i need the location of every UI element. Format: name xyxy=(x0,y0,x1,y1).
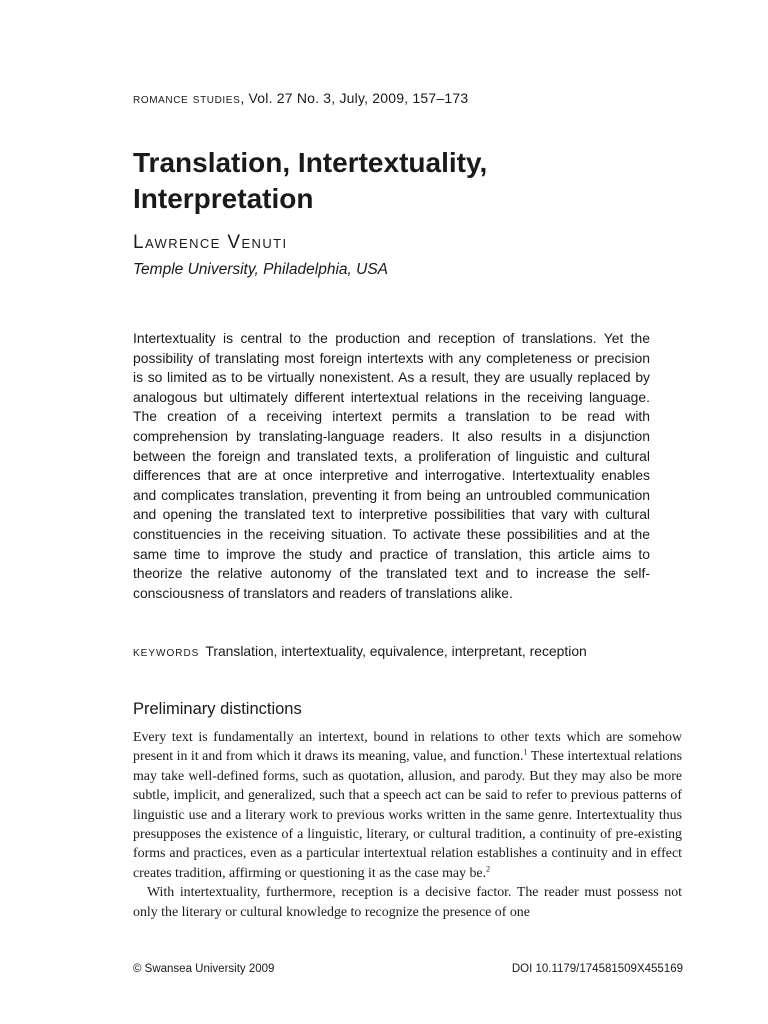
article-title: Translation, Intertextuality, Interpretation xyxy=(133,147,488,214)
abstract: Intertextuality is central to the production and reception of translations. Yet the possibility of translating most foreign intertexts with any completeness or precision is so limited as to be virtually nonexistent. As a result, they are usually replaced by analogous but ultimately different intertextual relations in the receiving language. The creation of a receiving intertext permits a translation to be read with comprehension by translating-language readers. It also results in a disjunction between the foreign and translated texts, a proliferation of linguistic and cultural differences that are at once interpretive and interrogative. Intertextuality enables and complicates translation, preventing it from being an untroubled communication and opening the translated text to interpretive possibilities that vary with cultural constituencies in the receiving situation. To activate these possibilities and at the same time to improve the study and practice of translation, this article aims to theorize the relative autonomy of the translated text and to increase the self-consciousness of translators and readers of translations alike. xyxy=(133,330,650,601)
paragraph-text: These intertextual relations may take well-defined forms, such as quotation, allusion, and parody. But they may also be more subtle, implicit, and generalized, such that a speech act can be said to refer to previous patterns of linguistic use and a literary work to previous works written in the same genre. Intertextuality thus presupposes the existence of a linguistic, literary, or cultural tradition, a continuity of pre-existing forms and practices, even as a particular intertextual relation establishes a continuity and in effect creates tradition, affirming or questioning it as the case may be. xyxy=(133,749,682,881)
author-affiliation: Temple University, Philadelphia, USA xyxy=(133,261,389,278)
section-heading: Preliminary distinctions xyxy=(133,700,302,718)
keywords xyxy=(133,643,673,659)
keywords-label: keywords xyxy=(133,643,200,659)
footnote-ref[interactable]: 2 xyxy=(486,864,491,874)
journal-name: romance studies xyxy=(133,90,241,106)
body-paragraph xyxy=(133,728,682,883)
paragraph-text: Every text is fundamentally an intertext, bound in relations to other texts which are somehow present in it and from which it draws its meaning, value, and function. xyxy=(133,730,682,765)
copyright-notice: © Swansea University 2009 xyxy=(133,963,275,975)
keywords-value: Translation, intertextuality, equivalence, interpretant, reception xyxy=(205,643,587,659)
journal-details: , Vol. 27 No. 3, July, 2009, 157–173 xyxy=(240,90,469,106)
doi-link[interactable]: DOI 10.1179/174581509X455169 xyxy=(511,963,683,975)
body-text xyxy=(133,728,682,922)
author-name: Lawrence Venuti xyxy=(133,232,288,253)
body-paragraph: With intertextuality, furthermore, reception is a decisive factor. The reader must possess not only the literary or cultural knowledge to recognize the presence of one xyxy=(133,885,682,920)
footnote-ref[interactable]: 1 xyxy=(523,747,528,757)
journal-citation xyxy=(133,90,468,106)
